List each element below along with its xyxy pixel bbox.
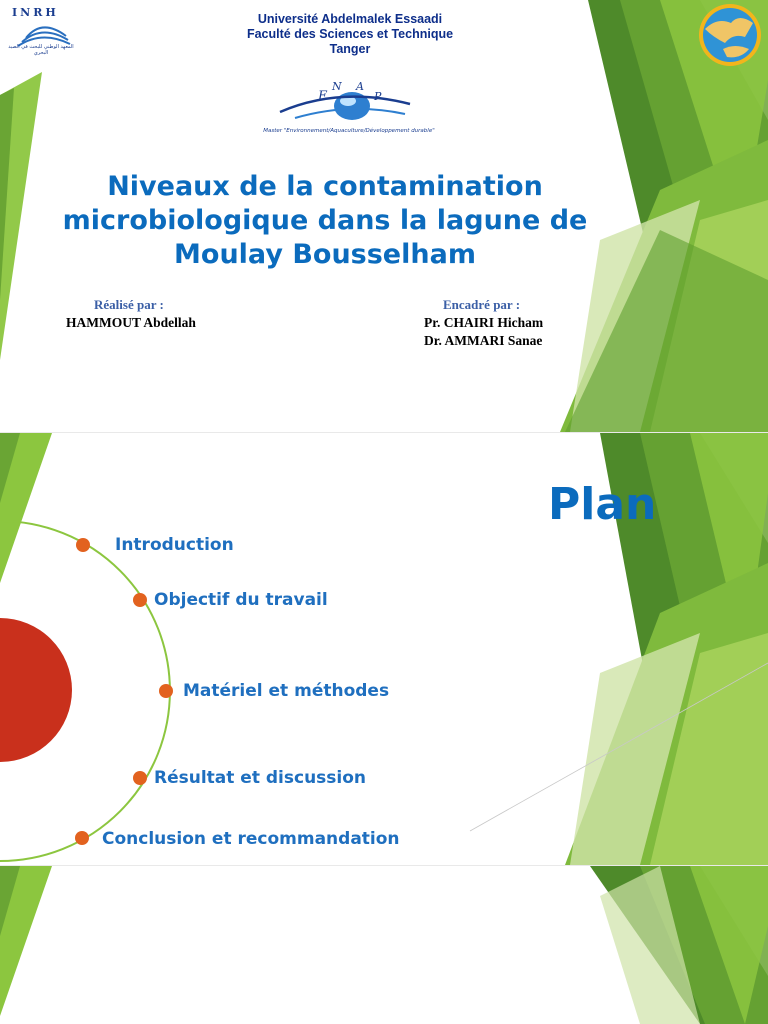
plan-item-resultat: Résultat et discussion	[154, 768, 367, 788]
university-header	[200, 12, 500, 57]
realise-par-label: Réalisé par :	[94, 297, 164, 312]
supervisor-name-2: Dr. AMMARI Sanae	[424, 333, 543, 348]
next-slide-decoration	[0, 866, 768, 1024]
title-line-3: Moulay Bousselham	[174, 239, 476, 270]
bullet-2	[133, 593, 147, 607]
svg-text:N: N	[332, 80, 342, 93]
plan-item-conclusion: Conclusion et recommandation	[102, 829, 400, 849]
inrh-logo-text: INRH	[12, 6, 59, 19]
title-line-1: Niveaux de la contamination	[107, 171, 543, 202]
faculty-name: Faculté des Sciences et Technique	[246, 27, 454, 41]
bullet-4	[133, 771, 147, 785]
bullet-1	[76, 538, 90, 552]
supervisor-name-1: Pr. CHAIRI Hicham	[424, 315, 544, 330]
plan-slide	[0, 433, 768, 865]
city-name: Tanger	[329, 42, 371, 56]
plan-item-objectif: Objectif du travail	[154, 590, 328, 610]
svg-text:E: E	[318, 89, 328, 104]
bullet-3	[159, 684, 173, 698]
author-name: HAMMOUT Abdellah	[66, 315, 196, 330]
inrh-logo-caption: المعهد الوطني للبحث في الصيد البحري	[8, 44, 74, 56]
title-slide	[0, 0, 768, 432]
globe-logo	[695, 3, 765, 67]
encadre-par-label: Encadré par :	[443, 297, 521, 312]
master-logo-caption: Master "Environnement/Aquaculture/Développement durable"	[263, 128, 435, 134]
bullet-5	[75, 831, 89, 845]
svg-text:A: A	[356, 80, 364, 93]
plan-item-materiel: Matériel et méthodes	[183, 681, 390, 701]
university-name: Université Abdelmalek Essaadi	[257, 12, 443, 26]
svg-text:P: P	[374, 90, 382, 103]
plan-title: Plan	[548, 479, 657, 530]
presentation-title	[40, 170, 610, 272]
title-line-2: microbiologique dans la lagune de	[62, 205, 588, 236]
plan-item-introduction: Introduction	[115, 535, 234, 555]
next-slide-partial	[0, 866, 768, 1024]
